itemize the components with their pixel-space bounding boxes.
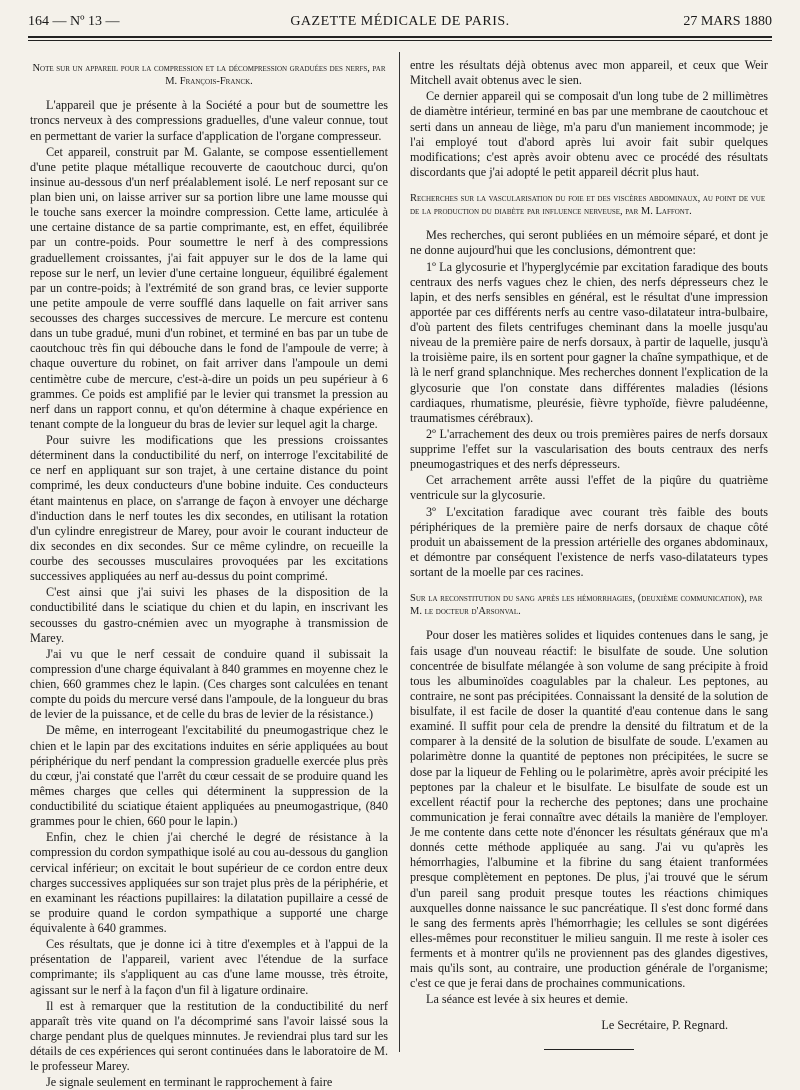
left-column [30,58,388,1090]
header-rule [28,36,772,38]
paragraph: Je signale seulement en terminant le rapprochement à faire [46,1075,333,1090]
right-column [410,58,768,1050]
paragraph: De même, en interrogeant l'excitabilité du pneumogastrique chez le chien et le lapin par des excitations induites en série appliquées au bout périphérique du nerf pendant la compression graduelle exercée plus près du cœur, j'ai constaté que l'arrêt du cœur cessait de se produire quand les mêmes charges que celles qui déterminent la suppression de la conductibilité du sciatique étaient appliquées au pneumogastrique, (840 grammes pour le chien, 660 pour le lapin.) [30,723,388,829]
paragraph: 1º La glycosurie et l'hyperglycémie par excitation faradique des bouts centraux des nerfs vagues chez le chien, des nerfs dépresseurs chez le lapin, et des nerfs sensibles en général, est le résultat d'une impression apportée par ces différents nerfs au centre vaso-dilatateur intra-bulbaire, d'où partent des filets centrifuges cheminant dans la moelle jusqu'au niveau de la première paire de nerfs dorsaux, à partir de laquelle, jusqu'à la troisième paire, ils en sortent pour gagner la chaîne sympathique, et de là le nerf grand splanchnique. Mes recherches donnent l'explication de la glycosurie que l'on constate dans différentes maladies (lésions cardiaques, rhumatisme, pleurésie, fièvre typhoïde, fièvre paludéenne, traumatismes cérébraux). [410,259,768,425]
page-header [28,12,772,34]
paragraph: Ce dernier appareil qui se composait d'un long tube de 2 millimètres de diamètre intérieur, terminé en bas par une membrane de caoutchouc et serti dans un anneau de liège, m'a paru d'un maniement incommode; je l'ai employé tout d'abord après lui avoir fait subir quelques modifications; c'est après avoir obtenu avec ce procédé des résultats discordants que j'ai adopté le petit appareil décrit plus haut. [410,89,768,179]
paragraph: 3º L'excitation faradique avec courant très faible des bouts périphériques de la première paire de nerfs dorsaux de chaque côté produit un abaissement de la pression artérielle des organes abdominaux, et démontre par conséquent l'existence de nerfs vaso-dilatateurs types sortant de la moelle par ces racines. [410,504,768,579]
page-number: 164 — Nº 13 — [28,14,120,29]
paragraph: Cet appareil, construit par M. Galante, se compose essentiellement d'une petite plaque métallique recouverte de caoutchouc durci, qu'on insinue au-dessous d'un nerf préalablement isolé. Le nerf reposant sur ce plan bien uni, on laisse arriver sur sa portion libre une lame mousse qui le touche sans exercer la moindre compression. Cette lame, articulée à une certaine distance de sa partie comprimante, est, en effet, équilibrée par un contre-poids. Pour soumettre le nerf à des compressions graduellement croissantes, j'ai fait appuyer sur le dos de la lame qui repose sur le nerf, un levier d'une certaine longueur, équilibré également par un contre-poids; à l'extrémité de son grand bras, ce levier supporte une petite ampoule de verre soufflé dans laquelle on fait arriver sans secousses des charges successives de mercure. Le mercure est contenu dans un tube gradué, muni d'un robinet, et terminé en bas par un tube de caoutchouc très fin qui débouche dans le fond de l'ampoule de verre; à chaque ouverture du robinet, on fait arriver dans l'ampoule un demi centimètre cube de mercure, c'est-à-dire un poids un peu supérieur à 6 grammes. Ce poids est amplifié par le levier qui transmet la pression au nerf dans un rapport connu, et qu'on détermine à chaque expérience en tenant compte de la longueur du bras de levier sur lequel agit la charge. [30,144,388,431]
paragraph: J'ai vu que le nerf cessait de conduire quand il subissait la compression d'une charge équivalant à 840 grammes en moyenne chez le chien, 660 grammes chez le lapin. (Ces charges sont calculées en tenant compte du poids du mercure versé dans l'ampoule, de la longueur du bras de levier de la puissance, et de celle du bras de levier de la résistance.) [30,646,388,722]
paragraph: Il est à remarquer que la restitution de la conductibilité du nerf apparaît très vite quand on l'a décomprimé sans l'avoir laissé sous la charge pendant plus de quelques minnutes. Je reviendrai plus tard sur les détails de ces expériences qui seront continuées dans le laboratoire de M. le professeur Marey. [30,998,388,1074]
header-rule-thin [28,40,772,41]
end-rule [544,1049,634,1050]
issue-date: 27 MARS 1880 [683,14,772,29]
article-title-arsonval: Sur la reconstitution du sang après les hémorrhagies, (deuxième communication), par M. le docteur d'Arsonval. [410,593,763,618]
journal-title: GAZETTE MÉDICALE DE PARIS. [290,14,510,29]
secretary-signature: Le Secrétaire, P. Regnard. [601,1017,728,1032]
paragraph: entre les résultats déjà obtenus avec mon appareil, et ceux que Weir Mitchell avait obtenus avec le sien. [410,58,768,88]
column-divider [399,52,400,1052]
paragraph: L'appareil que je présente à la Société a pour but de soumettre les troncs nerveux à des compressions graduelles, d'une valeur connue, tout en permettant de varier la surface d'application de l'organe compresseur. [30,98,388,143]
paragraph: Pour suivre les modifications que les pressions croissantes déterminent dans la conductibilité du nerf, on interroge l'excitabilité de ce nerf en appliquant sur son trajet, à une certaine distance du point comprimé, les deux conducteurs d'une bobine induite. Ces conducteurs étant maintenus en place, on s'arrange de façon à envoyer une décharge d'induction dans le nerf toutes les dix secondes, en utilisant la rotation d'un cylindre enregistreur de Marey, pour avoir le courant inducteur de dix secondes en dix secondes. Sur ce même cylindre, on recueille la courbe des secousses musculaires provoquées par les excitations successives appliquées au nerf au-dessus du point comprimé. [30,433,388,584]
article-title-laffont: Recherches sur la vascularisation du foie et des viscères abdominaux, au point de vue de la production du diabète par influence nerveuse, par M. Laffont. [410,193,766,218]
paragraph: La séance est levée à six heures et demie. [426,992,629,1007]
article-title-franck: Note sur un appareil pour la compression et la décompression graduées des nerfs, par M. François-Franck. [32,63,386,88]
paragraph: Cet arrachement arrête aussi l'effet de la piqûre du quatrième ventricule sur la glycosurie. [410,473,768,503]
paragraph: Ces résultats, que je donne ici à titre d'exemples et à l'appui de la présentation de l'appareil, varient avec l'étendue de la surface comprimante; ils s'appliquent au cas d'une lame mousse, très étroite, agissant sur le nerf à la façon d'un fil à ligature ordinaire. [30,937,388,997]
paragraph: C'est ainsi que j'ai suivi les phases de la disposition de la conductibilité dans le sciatique du chien et du lapin, en inscrivant les secousses du gastro-cnémien avec un myographe à transmission de Marey. [30,585,388,645]
paragraph: Mes recherches, qui seront publiées en un mémoire séparé, et dont je ne donne aujourd'hui que les conclusions, démontrent que: [410,228,768,258]
paragraph: Enfin, chez le chien j'ai cherché le degré de résistance à la compression du cordon sympathique isolé au cou au-dessous du ganglion cervical inférieur; on excitait le bout supérieur de ce cordon entre deux charges successives appliquées sur son trajet plus près de la périphérie, et en examinant les réactions pupillaires: la dilatation pupillaire a cessé de se produire quand le cordon sympathique a supporté une charge équivalente à 640 grammes. [30,830,388,935]
paragraph: 2º L'arrachement des deux ou trois premières paires de nerfs dorsaux supprime l'effet sur la vascularisation des bouts centraux des nerfs pneumogastriques et des nerfs dépresseurs. [410,426,768,472]
paragraph: Pour doser les matières solides et liquides contenues dans le sang, je fais usage d'un nouveau réactif: le bisulfate de soude. Une solution concentrée de bisulfate mélangée à son volume de sang précipite à froid tous les albuminoïdes coagulables par la chaleur. Les peptones, au contraire, ne sont pas précipitées. Connaissant la densité de la solution de bisulfate, il est facile de doser la quantité d'eau contenue dans le sang examiné. Il suffit pour cela de prendre la densité du filtratum et de la comparer à la densité de la solution de bisulfate de soude. L'examen au polarimètre donne la quantité de peptones non précipitées, le sucre se dose par la liqueur de Fehling ou le polarimètre, après avoir précipité les peptones par la chaleur et le bisulfate. Le bisulfate de soude est un excellent réactif pour la recherche des peptones; dans une prochaine communication je ferai connaître avec détails la manière de l'employer. Je me contente dans cette note d'énoncer les résultats généraux que m'a donnés cette méthode appliquée au sang. J'ai vu qu'après les hémorrhagies, l'albumine et la fibrine du sang étaient tranformées presque complètement en peptones. De plus, j'ai trouvé que le sérum d'un pareil sang produit presque toutes les réactions chimiques auxquelles donne naissance le suc pancréatique. Il s'est donc formé dans le sang des ferments après l'hémorrhagie; les cellules se sont digérées elles-mêmes pour reconstituer le milieu sanguin. Il me reste à isoler ces ferments et à montrer qu'ils ne proviennent pas des glandes digestives, mais qu'ils sont, au contraire, une production générale de l'organisme; c'est ce que je ferai dans de prochaines communications. [410,628,768,991]
